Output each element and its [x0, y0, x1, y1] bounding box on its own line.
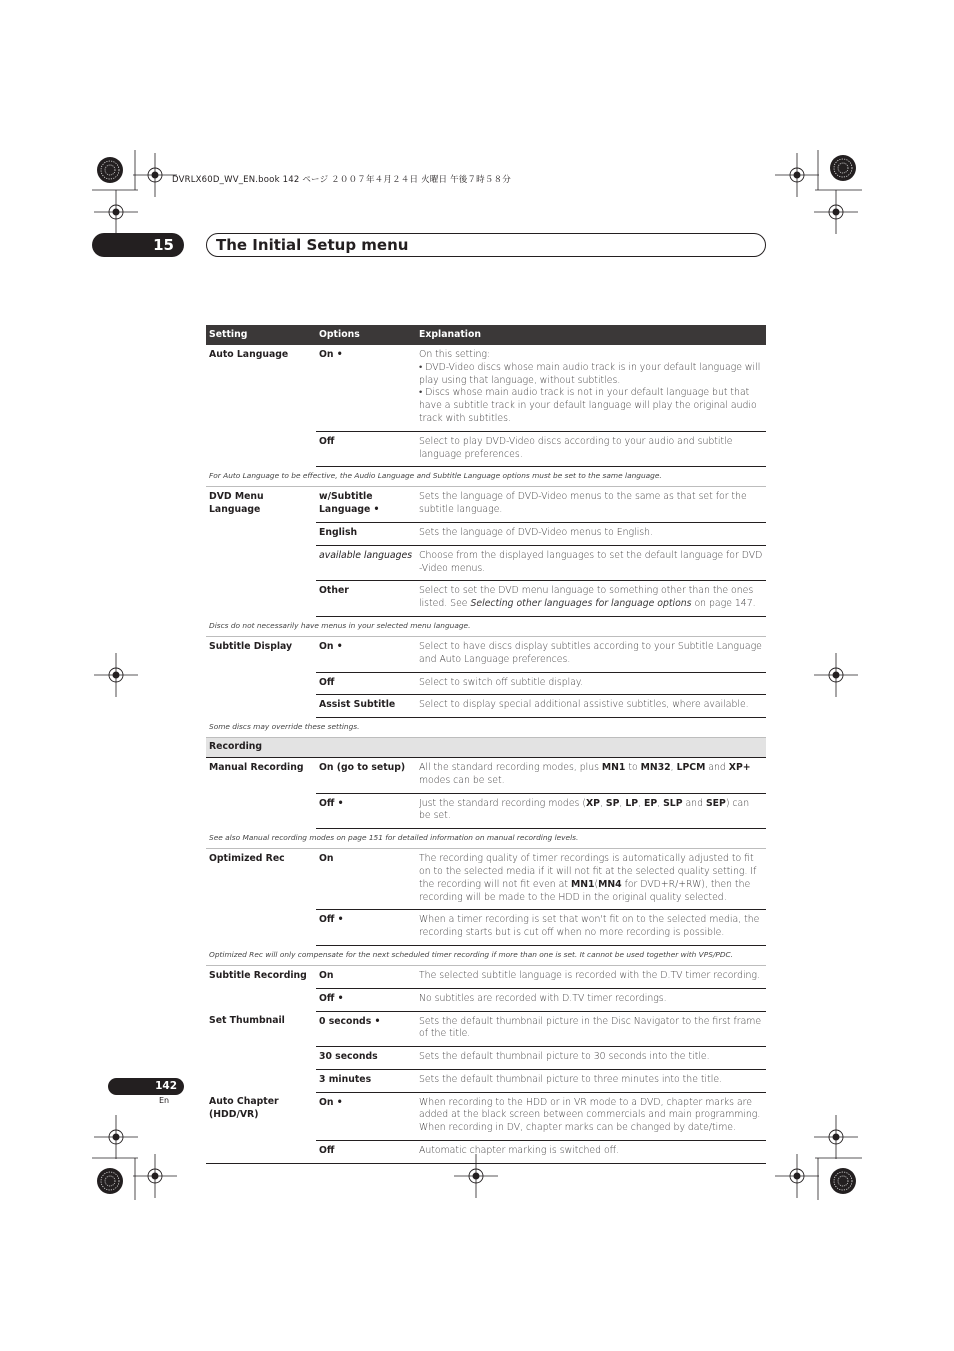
- explanation-text: ) can be set.: [419, 797, 750, 822]
- option-cell: Other: [316, 581, 416, 617]
- cross-reference: Selecting other languages for language options: [470, 598, 692, 610]
- option-cell: On: [316, 965, 416, 988]
- explanation-text: for DVD+R/+RW), then the recording will be made to the HDD in the original quality selected.: [419, 878, 751, 903]
- explanation-cell: [416, 581, 766, 617]
- option-cell: w/Subtitle Language •: [316, 487, 416, 523]
- mode-ep: EP: [644, 797, 658, 809]
- option-cell: Off •: [316, 910, 416, 946]
- mode-lp: LP: [625, 797, 639, 809]
- mode-sep: SEP: [705, 797, 726, 809]
- section-recording: Recording: [206, 738, 766, 758]
- page-title: The Initial Setup menu: [216, 236, 409, 254]
- note-row: [206, 467, 766, 487]
- table-note: See also Manual recording modes on page 151 for detailed information on manual recording levels.: [206, 829, 766, 849]
- table-note: Some discs may override these settings.: [206, 718, 766, 738]
- mode-lpcm: LPCM: [676, 761, 706, 773]
- setting-auto-language: Auto Language: [209, 349, 289, 360]
- option-cell: On •: [316, 345, 416, 431]
- table-header-row: [206, 325, 766, 345]
- header-explanation: Explanation: [416, 325, 766, 345]
- option-cell: Off: [316, 672, 416, 695]
- mode-slp: SLP: [663, 797, 683, 809]
- explanation-cell: [416, 345, 766, 431]
- option-cell: 30 seconds: [316, 1047, 416, 1070]
- mode-xp: XP: [585, 797, 600, 809]
- explanation-text: Select to set the DVD menu language to something other than the ones listed. See: [419, 585, 754, 610]
- explanation-cell: [416, 849, 766, 910]
- table-row: [206, 636, 766, 672]
- file-header: DVRLX60D_WV_EN.book 142 ページ ２００７年４月２４日 火曜日 午後７時５８分: [172, 175, 511, 185]
- table-row: [206, 757, 766, 793]
- setting-manual-recording: Manual Recording: [209, 761, 304, 773]
- mode-mn32: MN32: [640, 761, 671, 773]
- option-cell: Off: [316, 431, 416, 467]
- mode-sp: SP: [605, 797, 620, 809]
- page-number: 142: [108, 1078, 184, 1095]
- setting-set-thumbnail: Set Thumbnail: [209, 1015, 285, 1026]
- table-note: Discs do not necessarily have menus in your selected menu language.: [206, 616, 766, 636]
- option-cell: On: [316, 849, 416, 910]
- option-cell: English: [316, 522, 416, 545]
- note-row: [206, 616, 766, 636]
- option-cell: On (go to setup): [316, 757, 416, 793]
- option-cell: 3 minutes: [316, 1069, 416, 1092]
- explanation-cell: Sets the default thumbnail picture to 30 seconds into the title.: [416, 1047, 766, 1070]
- table-note: For Auto Language to be effective, the Audio Language and Subtitle Language options must be set to the same language.: [206, 467, 766, 487]
- mode-mn1: MN1: [601, 761, 626, 773]
- explanation-line: • Discs whose main audio track is not in your default language but that have a subtitle track in your default language will play the original audio track with subtitles.: [419, 387, 757, 424]
- explanation-cell: Automatic chapter marking is switched off.: [416, 1141, 766, 1164]
- explanation-cell: [416, 793, 766, 829]
- explanation-text: modes can be set.: [419, 774, 505, 786]
- option-cell: Assist Subtitle: [316, 695, 416, 718]
- explanation-line: • DVD-Video discs whose main audio track is in your default language will play using that language, without subtitles.: [419, 361, 761, 386]
- settings-table: [206, 325, 766, 1164]
- explanation-text: All the standard recording modes, plus: [419, 761, 602, 773]
- option-cell: Off •: [316, 988, 416, 1011]
- setting-optimized-rec: Optimized Rec: [209, 853, 285, 865]
- explanation-line: On this setting:: [419, 349, 491, 360]
- explanation-cell: Sets the language of DVD-Video menus to English.: [416, 522, 766, 545]
- setting-dvd-menu-language: DVD Menu Language: [209, 491, 264, 516]
- explanation-text: The recording quality of timer recordings is automatically adjusted to fit on to the selected media if it will not fit at the selected quality setting. If the recording will not fit even at: [419, 853, 757, 890]
- explanation-text: ,: [619, 797, 626, 809]
- page-language: En: [159, 1096, 170, 1105]
- explanation-cell: The selected subtitle language is recorded with the D.TV timer recording.: [416, 965, 766, 988]
- table-row: [206, 1092, 766, 1140]
- setting-subtitle-recording: Subtitle Recording: [209, 969, 307, 981]
- explanation-cell: Sets the language of DVD-Video menus to the same as that set for the subtitle language.: [416, 487, 766, 523]
- explanation-cell: Select to switch off subtitle display.: [416, 672, 766, 695]
- note-row: [206, 945, 766, 965]
- table-row: [206, 345, 766, 431]
- explanation-cell: Choose from the displayed languages to set the default language for DVD -Video menus.: [416, 545, 766, 581]
- explanation-text: (: [594, 878, 599, 890]
- explanation-text: and: [705, 761, 729, 773]
- explanation-cell: When recording to the HDD or in VR mode to a DVD, chapter marks are added at the black screen between commercials and main programming. When recording in DV, chapter marks can be changed by date/time.: [416, 1092, 766, 1140]
- note-row: [206, 829, 766, 849]
- explanation-text: to: [625, 761, 641, 773]
- explanation-text: and: [682, 797, 706, 809]
- option-cell: Off •: [316, 793, 416, 829]
- setting-auto-chapter: Auto Chapter (HDD/VR): [206, 1092, 316, 1163]
- option-cell: On •: [316, 636, 416, 672]
- explanation-cell: Select to display special additional assistive subtitles, where available.: [416, 695, 766, 718]
- explanation-text: ,: [638, 797, 644, 809]
- option-cell: available languages: [316, 545, 416, 581]
- mode-mn4: MN4: [598, 878, 622, 890]
- option-cell: 0 seconds •: [316, 1011, 416, 1047]
- explanation-text: on page 147.: [691, 598, 756, 610]
- table-row: [206, 487, 766, 523]
- note-row: [206, 718, 766, 738]
- explanation-cell: Sets the default thumbnail picture to three minutes into the title.: [416, 1069, 766, 1092]
- explanation-cell: No subtitles are recorded with D.TV timer recordings.: [416, 988, 766, 1011]
- header-setting: Setting: [206, 325, 316, 345]
- table-note: Optimized Rec will only compensate for the next scheduled timer recording if more than one is set. It cannot be used together with VPS/PDC.: [206, 945, 766, 965]
- explanation-cell: Select to play DVD-Video discs according to your audio and subtitle language preferences.: [416, 431, 766, 467]
- explanation-text: ,: [670, 761, 677, 773]
- mode-xpplus: XP+: [728, 761, 751, 773]
- option-cell: Off: [316, 1141, 416, 1164]
- explanation-text: ,: [599, 797, 606, 809]
- table-row: [206, 849, 766, 910]
- table-row: [206, 1011, 766, 1047]
- chapter-number: 15: [92, 233, 184, 257]
- explanation-cell: [416, 757, 766, 793]
- header-options: Options: [316, 325, 416, 345]
- option-cell: On •: [316, 1092, 416, 1140]
- explanation-text: ,: [657, 797, 664, 809]
- explanation-cell: Select to have discs display subtitles according to your Subtitle Language and Auto Language preferences.: [416, 636, 766, 672]
- mode-mn1: MN1: [570, 878, 595, 890]
- explanation-text: Just the standard recording modes (: [419, 797, 586, 809]
- setting-subtitle-display: Subtitle Display: [209, 640, 293, 652]
- table-row: [206, 965, 766, 988]
- section-row: [206, 738, 766, 758]
- explanation-cell: Sets the default thumbnail picture in the Disc Navigator to the first frame of the title.: [416, 1011, 766, 1047]
- explanation-cell: When a timer recording is set that won't fit on to the selected media, the recording starts but is cut off when no more recording is possible.: [416, 910, 766, 946]
